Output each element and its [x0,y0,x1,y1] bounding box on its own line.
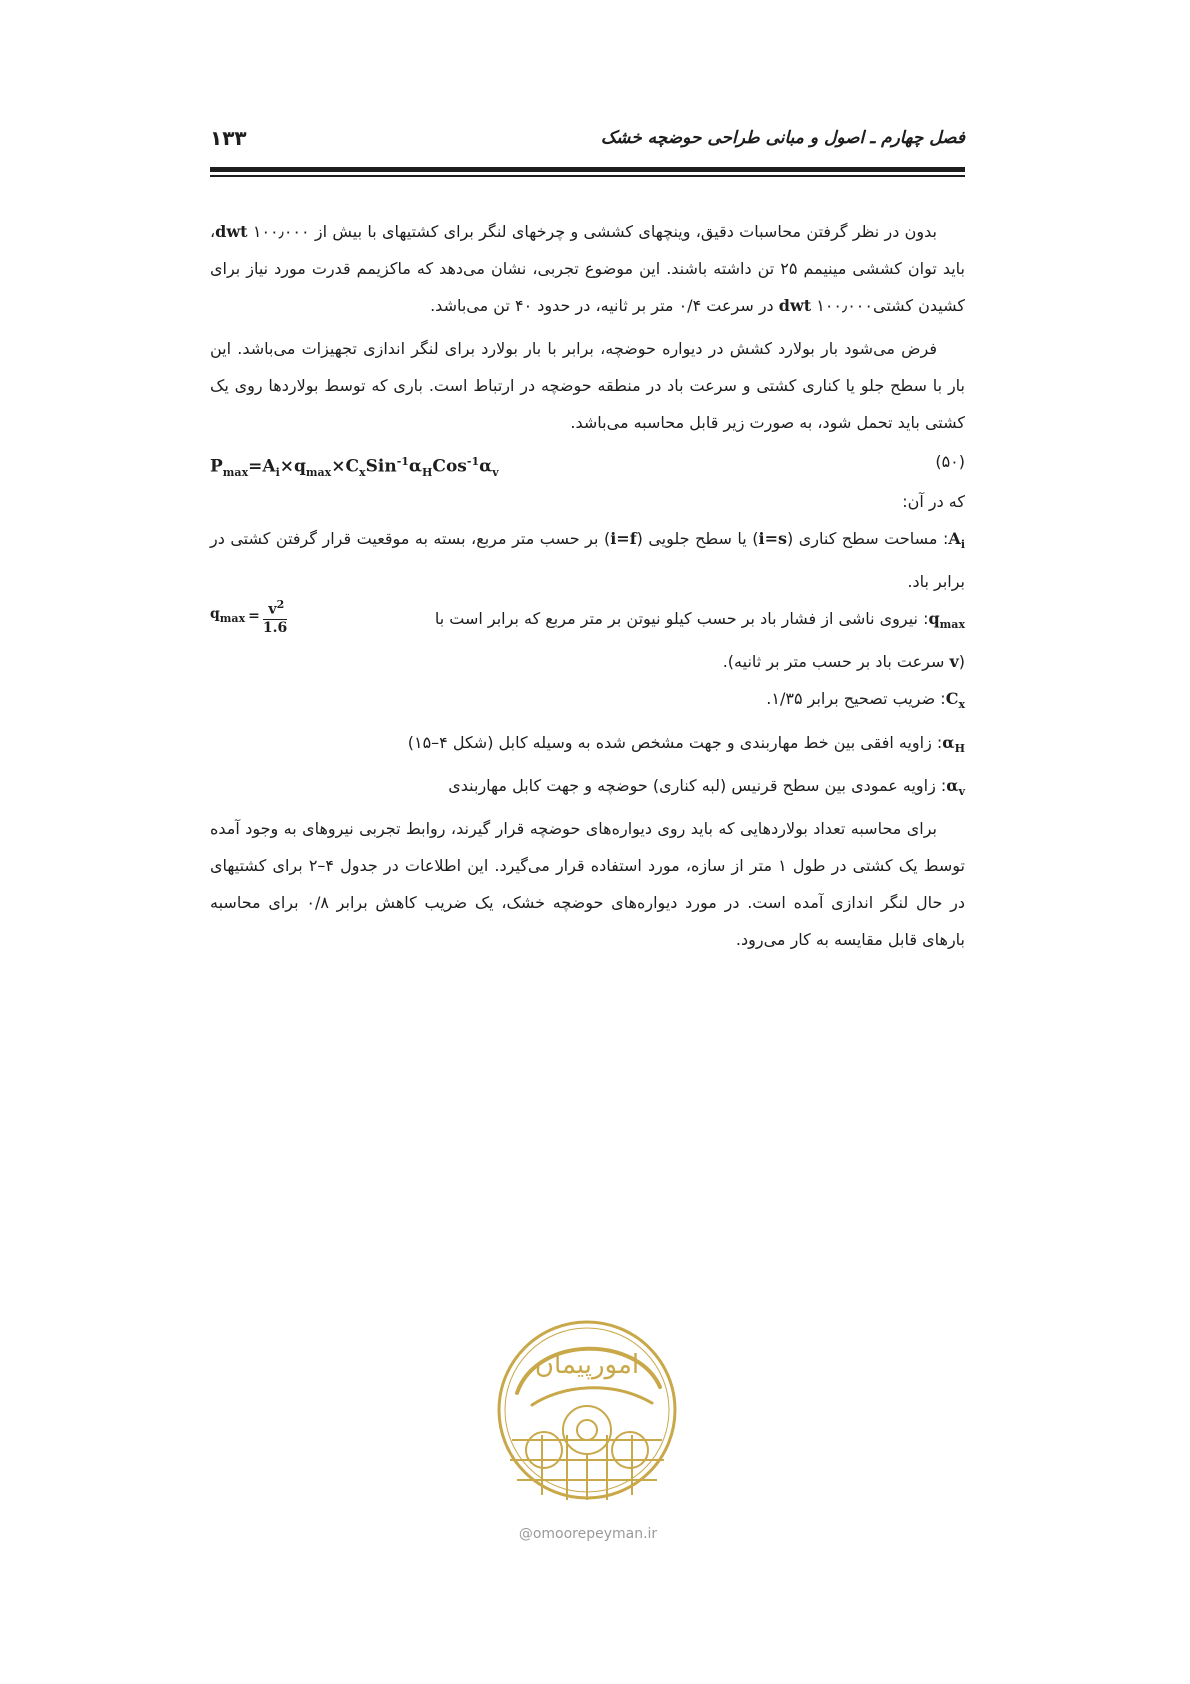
running-header [210,128,965,160]
watermark-text: @omoorepeyman.ir [518,1526,658,1542]
body-text [210,213,965,958]
paragraph-2: فرض می‌شود بار بولارد کشش در دیواره حوضچه، برابر با بار بولارد برای لنگر اندازی تجهیزات می‌باشد. این بار با سطح جلو یا کناری کشتی و سرعت باد در منطقه حوضچه در ارتباط است. باری که توسط بولاردها روی یک کشتی باید تحمل شود، به صورت زیر قابل محاسبه می‌باشد. [210,339,965,432]
definition-alphav: $\alpha_v$: زاویه عمودی بین سطح قرنیس (لبه کناری) حوضچه و جهت کابل مهاربندی [448,775,965,798]
bollard-load-formula: $P_{max}=A_i\times q_{max}\times C_xSin^{-1}\alpha_HCos^{-1}\alpha_v$ [210,455,499,480]
svg-text:امورپیمان: امورپیمان [534,1350,640,1380]
equation-50 [210,443,965,483]
definition-v: (v سرعت باد بر حسب متر بر ثانیه). [722,652,965,672]
publisher-logo [492,1315,682,1510]
definition-qmax: $q_{max}$: نیروی ناشی از فشار باد بر حسب کیلو نیوتن بر متر مربع که برابر است با $q_{max}$ = $\frac{v^2}{1.6}$ [210,600,965,643]
definition-alphaH: $\alpha_H$: زاویه افقی بین خط مهاربندی و جهت مشخص شده به وسیله کابل (شکل ۴–۱۵) [407,732,965,755]
page-number: ۱۳۳ [210,126,247,150]
chapter-title: فصل چهارم ـ اصول و مبانی طراحی حوضچه خشک [600,128,965,148]
paragraph-1: بدون در نظر گرفتن محاسبات دقیق، وینچهای کششی و چرخهای لنگر برای کشتیهای با بیش از ۱۰۰٫۰۰۰ dwt، باید توان کششی مینیمم ۲۵ تن داشته باشند. این موضوع تجربی، نشان می‌دهد که ماکزیمم قدرت مورد نیاز برای کشیدن کشتی۱۰۰٫۰۰۰ dwt در سرعت ۰/۴ متر بر ثانیه، در حدود ۴۰ تن می‌باشد. [210,222,966,315]
where-line: که در آن: [902,492,965,511]
equation-number: (۵۰) [935,452,965,471]
header-rule-thick [210,167,965,172]
definition-Ai: $A_i$: مساحت سطح کناری (i=s) یا سطح جلویی (i=f) بر حسب متر مربع، بسته به موقعیت قرار گرفتن کشتی در برابر باد. [210,529,966,592]
qmax-fraction: $q_{max}$ = $\frac{v^2}{1.6}$ [210,598,288,636]
definition-Cx: $C_x$: ضریب تصحیح برابر ۱/۳۵. [766,689,965,712]
header-rule-thin [210,175,965,177]
paragraph-3: برای محاسبه تعداد بولاردهایی که باید روی دیواره‌های حوضچه قرار گیرند، روابط تجربی نیروهای به وجود آمده توسط یک کشتی در طول ۱ متر از سازه، مورد استفاده قرار می‌گیرد. این اطلاعات در جدول ۴–۲ برای کشتیهای در حال لنگر اندازی آمده است. در مورد دیواره‌های حوضچه خشک، یک ضریب کاهش برابر ۰/۸ برای محاسبه بارهای قابل مقایسه به کار می‌رود. [210,818,965,949]
